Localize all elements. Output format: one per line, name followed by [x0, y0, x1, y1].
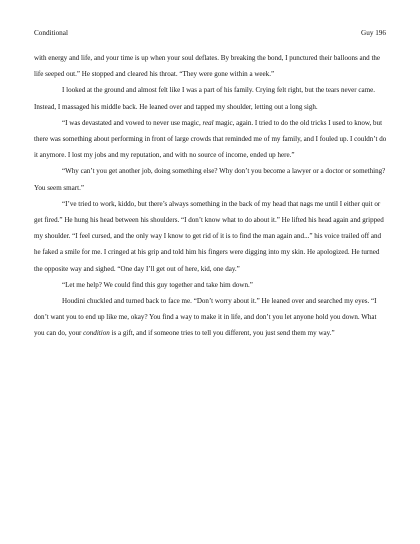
text-run: “I was devastated and vowed to never use magic, — [62, 118, 203, 127]
text-run: is a gift, and if someone tries to tell you different, you just send them my way.” — [109, 329, 335, 338]
paragraph — [34, 277, 388, 293]
paragraph — [34, 82, 388, 114]
paragraph — [34, 163, 388, 195]
paragraph — [34, 50, 388, 82]
text-run: I looked at the ground and almost felt like I was a part of his family. Crying felt right, but the tears never came. Instead, I massaged his middle back. He leaned over and tapped my shoulder, letting out a long sigh. — [34, 86, 376, 111]
emphasis-text: real — [202, 118, 214, 127]
body-text — [34, 50, 388, 342]
paragraph — [34, 196, 388, 277]
page-header — [34, 29, 386, 38]
text-run: magic, again. I tried to do the old tricks I used to know, but there was something about performing in front of large crowds that reminded me of my family, and I fouled up. I couldn’t do it anymore. I lost my jobs and my reputation, and with no source of income, ended up here.” — [34, 118, 387, 160]
emphasis-text: condition — [83, 329, 110, 338]
header-title: Conditional — [34, 29, 68, 37]
text-run: “I’ve tried to work, kiddo, but there’s always something in the back of my head that nags me until I either quit or get fired.” He hung his head between his shoulders. “I don’t know what to do about it.” He lifted his head again and gripped my shoulder. “I feel cursed, and the only way I know to get rid of it is to find the man again and...” his voice trailed off and he faked a smile for me. I cringed at his grip and told him his fingers were digging into my skin. He apologized. He turned the opposite way and sighed. “One day I’ll get out of here, kid, one day.” — [34, 199, 384, 273]
header-page-number: Guy 196 — [361, 29, 386, 37]
text-run: with energy and life, and your time is up when your soul deflates. By breaking the bond, I punctured their balloons and the life seeped out.” He stopped and cleared his throat. “They were gone within a week.” — [34, 54, 381, 79]
text-run: “Let me help? We could find this guy together and take him down.” — [62, 280, 253, 289]
text-run: Houdini chuckled and turned back to face me. “Don’t worry about it.” He leaned over and searched my eyes. “I don’t want you to end up like me, okay? You find a way to make it in life, and don’t you let anyone hold you down. What you can do, your — [34, 297, 377, 338]
paragraph — [34, 293, 388, 342]
text-run: “Why can’t you get another job, doing something else? Why don’t you become a lawyer or a doctor or something? You seem smart.” — [34, 167, 386, 192]
paragraph — [34, 115, 388, 164]
